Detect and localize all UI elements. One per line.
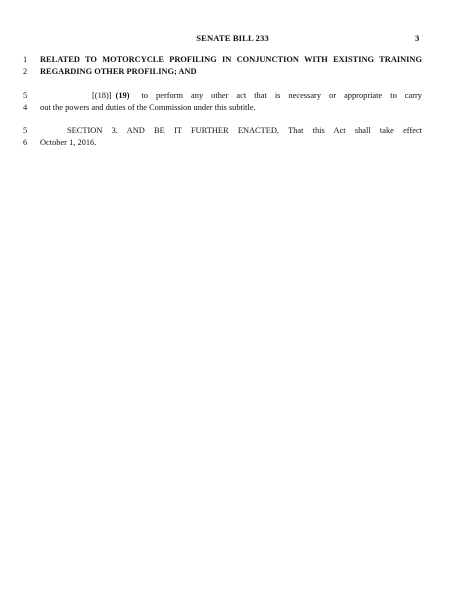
bill-line <box>0 90 465 102</box>
line-text: October 1, 2016. <box>40 138 97 147</box>
bill-line <box>0 102 465 114</box>
line-number: 5 <box>23 126 28 135</box>
page-number: 3 <box>415 33 420 43</box>
line-text: SECTION 3. AND BE IT FURTHER ENACTED, That this Act shall take effect <box>67 126 422 135</box>
line-number: 1 <box>23 55 28 64</box>
bill-line <box>0 54 465 66</box>
line-number: 6 <box>23 138 28 147</box>
line-text: REGARDING OTHER PROFILING; AND <box>40 67 197 76</box>
bill-line <box>0 125 465 137</box>
bill-line <box>0 137 465 149</box>
struck-item-number: [(18)] <box>92 91 112 100</box>
line-number: 2 <box>23 67 28 76</box>
line-text: out the powers and duties of the Commission under this subtitle. <box>40 103 256 112</box>
bill-title: SENATE BILL 233 <box>196 33 269 43</box>
line-text: RELATED TO MOTORCYCLE PROFILING IN CONJUNCTION WITH EXISTING TRAINING <box>40 55 422 64</box>
bill-line <box>0 66 465 78</box>
line-text-container <box>92 90 422 102</box>
new-item-number: (19) <box>115 91 130 100</box>
line-number: 5 <box>23 91 28 100</box>
line-text: to perform any other act that is necessary or appropriate to carry <box>141 91 422 100</box>
line-number: 4 <box>23 103 28 112</box>
